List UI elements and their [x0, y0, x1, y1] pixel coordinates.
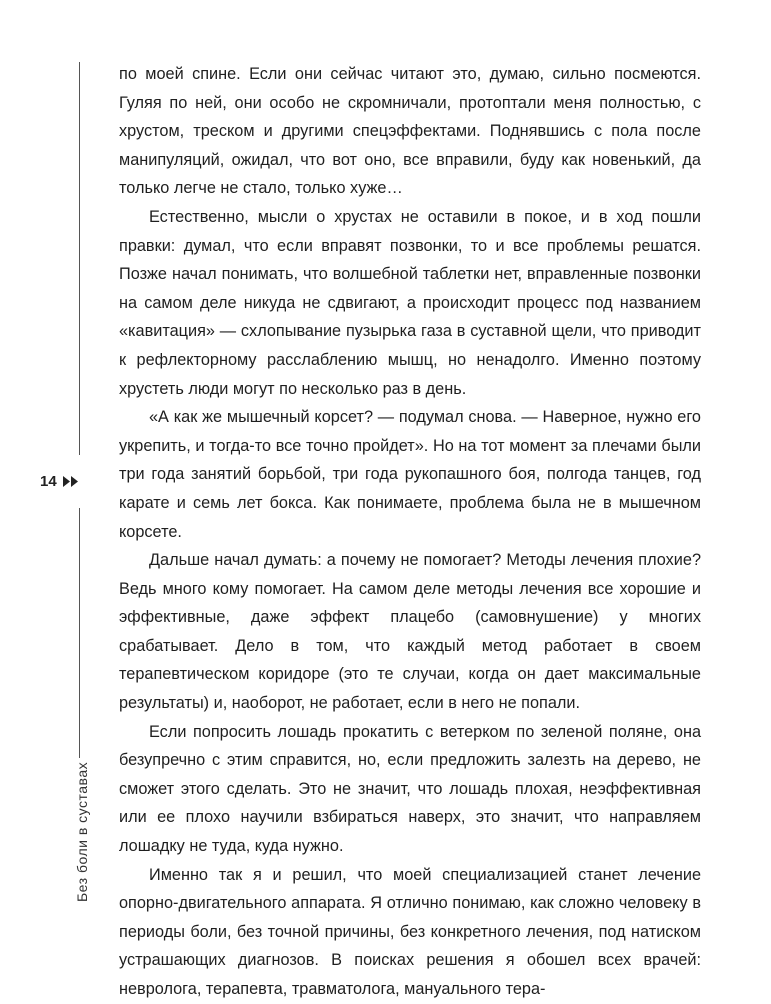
page-number: 14 [40, 472, 57, 490]
paragraph: Естественно, мысли о хрустах не оставили в покое, и в ход пошли правки: думал, что если вправят позвонки, то и все проблемы решатся. Позже начал понимать, что волшебной таблетки нет, вправленные позвонки на самом деле никуда не сдвигают, а происходит процесс под названием «кавитация» — схлопывание пузырька газа в суставной щели, что приводит к рефлекторному расслаблению мышц, но ненадолго. Именно поэтому хрустеть люди могут по несколько раз в день. [119, 207, 701, 398]
margin-rule-bottom [79, 508, 80, 758]
paragraph: «А как же мышечный корсет? — подумал снова. — Наверное, нужно его укрепить, и тогда-то все точно пройдет». Но на тот момент за плечами были три года занятий борьбой, три года рукопашного боя, полгода танцев, год карате и семь лет бокса. Как понимаете, проблема была не в мышечном корсете. [119, 408, 701, 541]
paragraph: Дальше начал думать: а почему не помогает? Методы лечения плохие? Ведь много кому помогает. На самом деле методы лечения все хорошие и эффективные, даже эффект плацебо (самовнушение) у многих срабатывает. Дело в том, что каждый метод работает в своем терапевтическом коридоре (это те случаи, когда он дает максимальные результаты) и, наоборот, не работает, если в него не попали. [119, 551, 701, 713]
page-number-block [40, 470, 79, 492]
margin-rule-top [79, 62, 80, 455]
running-title: Без боли в суставах [74, 761, 90, 902]
body-text [119, 60, 701, 1004]
paragraph: Если попросить лошадь прокатить с ветерком по зеленой поляне, она безупречно с этим справится, но, если предложить залезть на дерево, не сможет этого сделать. Это не значит, что лошадь плохая, неэффективная или ее плохо научили взбираться наверх, это значит, что направляем лошадку не туда, куда нужно. [119, 722, 701, 856]
paragraph-continuation: по моей спине. Если они сейчас читают это, думаю, сильно посмеются. Гуляя по ней, они особо не скромничали, протоптали меня полностью, с хрустом, треском и другими спецэффектами. Поднявшись с пола после манипуляций, ожидал, что вот оно, все вправили, буду как новенький, да только легче не стало, только хуже… [119, 65, 701, 198]
double-right-triangle-icon [63, 476, 79, 487]
paragraph: Именно так я и решил, что моей специализацией станет лечение опорно-двигательного аппарата. Я отлично понимаю, как сложно человеку в периоды боли, без точной причины, без конкретного лечения, под натиском устрашающих диагнозов. В поисках решения я обошел всех врачей: невролога, терапевта, травматолога, мануального тера- [119, 865, 701, 998]
